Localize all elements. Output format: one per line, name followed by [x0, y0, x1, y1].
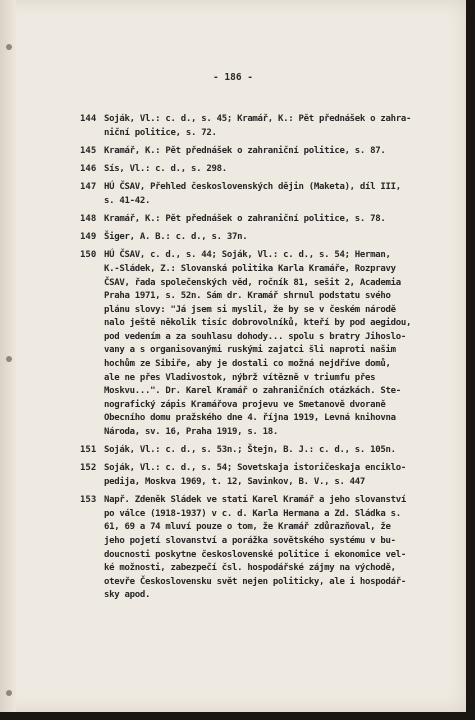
footnote-text-line: Sís, Vl.: c. d., s. 298. [104, 163, 227, 174]
footnote-number: 146 [80, 163, 97, 174]
footnote-text-line: ké možnosti, zabezpečí čsl. hospodářské zájmy na východě, [104, 563, 396, 574]
footnote-149 [80, 231, 435, 245]
footnote-text-line: Praha 1971, s. 52n. Sám dr. Kramář shrnul podstatu svého [104, 291, 391, 302]
footnote-text-line: Kramář, K.: Pět přednášek o zahraniční politice, s. 87. [104, 145, 386, 156]
footnote-147 [80, 181, 435, 208]
footnote-text-line: Moskvu...". Dr. Karel Kramář o zahraničních otázkách. Ste- [104, 386, 401, 397]
footnote-text-line: Soják, Vl.: c. d., s. 53n.; Štejn, B. J.: c. d., s. 105n. [104, 445, 396, 456]
footnote-number: 150 [80, 250, 97, 261]
binding-hole [6, 44, 12, 50]
footnote-text-line: niční politice, s. 72. [104, 127, 217, 138]
footnote-number: 145 [80, 145, 97, 156]
footnote-text-line: hochům ze Sibiře, aby je dostali co možná nejdříve domů, [104, 359, 391, 370]
footnote-number: 149 [80, 232, 97, 243]
footnote-text-line: ale ne přes Vladivostok, nýbrž vítězně v triumfu přes [104, 372, 376, 383]
footnote-text-line: vany a s organisovanými ruskými zajatci šli naproti našim [104, 345, 396, 356]
footnote-151 [80, 444, 435, 458]
footnote-text-line: doucnosti poskytne československé politice i ekonomice vel- [104, 549, 406, 560]
footnote-144 [80, 113, 435, 140]
binding-hole [6, 690, 12, 696]
footnote-text-line: nalo ještě několik tisíc dobrovolníků, kteří by pod aegidou, [104, 318, 412, 329]
footnote-text-line: Národa, sv. 16, Praha 1919, s. 18. [104, 427, 279, 438]
footnote-text-line: Kramář, K.: Pět přednášek o zahraniční politice, s. 78. [104, 213, 386, 224]
footnote-number: 144 [80, 114, 97, 124]
binding-hole [6, 356, 12, 362]
footnote-text-line: Např. Zdeněk Sládek ve stati Karel Kramář a jeho slovanství [104, 495, 406, 506]
footnote-text-line: HÚ ČSAV, Přehled československých dějin (Maketa), díl III, [104, 182, 401, 193]
footnote-text-line: pod vedením a za souhlasu dohody... spolu s bratry Jihoslo- [104, 331, 406, 342]
footnote-number: 153 [80, 495, 97, 506]
footnote-150 [80, 249, 435, 439]
page-number: - 186 - [212, 72, 254, 83]
footnote-text-line: Obecního domu pražského dne 4. října 1919, Levná knihovna [104, 413, 396, 424]
footnote-text-line: sky apod. [104, 590, 151, 601]
footnote-text-line: otevře Československu svět nejen politicky, ale i hospodář- [104, 576, 406, 587]
footnote-text-line: Soják, Vl.: c. d., s. 54; Sovetskaja istoričeskaja enciklo- [104, 463, 406, 474]
footnote-145 [80, 145, 435, 159]
footnote-text-line: plánu slovy: "Já jsem si myslil, že by se v českém národě [104, 304, 396, 315]
footnote-text-line: Šiger, A. B.: c. d., s. 37n. [104, 232, 248, 243]
footnote-text-line: nografický zápis Kramářova projevu ve Smetanově dvoraně [104, 399, 386, 410]
footnote-number: 148 [80, 213, 97, 224]
footnotes-list [80, 113, 435, 608]
footnote-148 [80, 213, 435, 227]
footnote-text-line: 61, 69 a 74 mluví pouze o tom, že Kramář zdůrazňoval, že [104, 522, 391, 533]
footnote-text-line: pedija, Moskva 1969, t. 12, Savinkov, B. V., s. 447 [104, 477, 366, 487]
footnote-text-line: Soják, Vl.: c. d., s. 45; Kramář, K.: Pět přednášek o zahra- [104, 114, 412, 124]
footnote-text-line: ČSAV, řada společenských věd, ročník 81, sešit 2, Academia [104, 277, 401, 288]
footnote-text-line: HÚ ČSAV, c. d., s. 44; Soják, Vl.: c. d., s. 54; Herman, [104, 250, 391, 261]
footnote-text-line: jeho pojetí slovanství a porážka sovětského systému v bu- [104, 535, 396, 546]
footnote-153 [80, 494, 435, 603]
page-binding-strip [0, 0, 16, 712]
footnote-number: 152 [80, 463, 97, 474]
footnote-152 [80, 462, 435, 489]
footnote-text-line: po válce (1918-1937) v c. d. Karla Hermana a Zd. Sládka s. [104, 508, 401, 519]
footnote-146 [80, 163, 435, 177]
footnote-text-line: s. 41-42. [104, 195, 151, 206]
footnote-number: 151 [80, 445, 97, 456]
footnote-text-line: K.-Sládek, Z.: Slovanská politika Karla Kramáře, Rozpravy [104, 263, 396, 274]
footnote-number: 147 [80, 182, 97, 193]
